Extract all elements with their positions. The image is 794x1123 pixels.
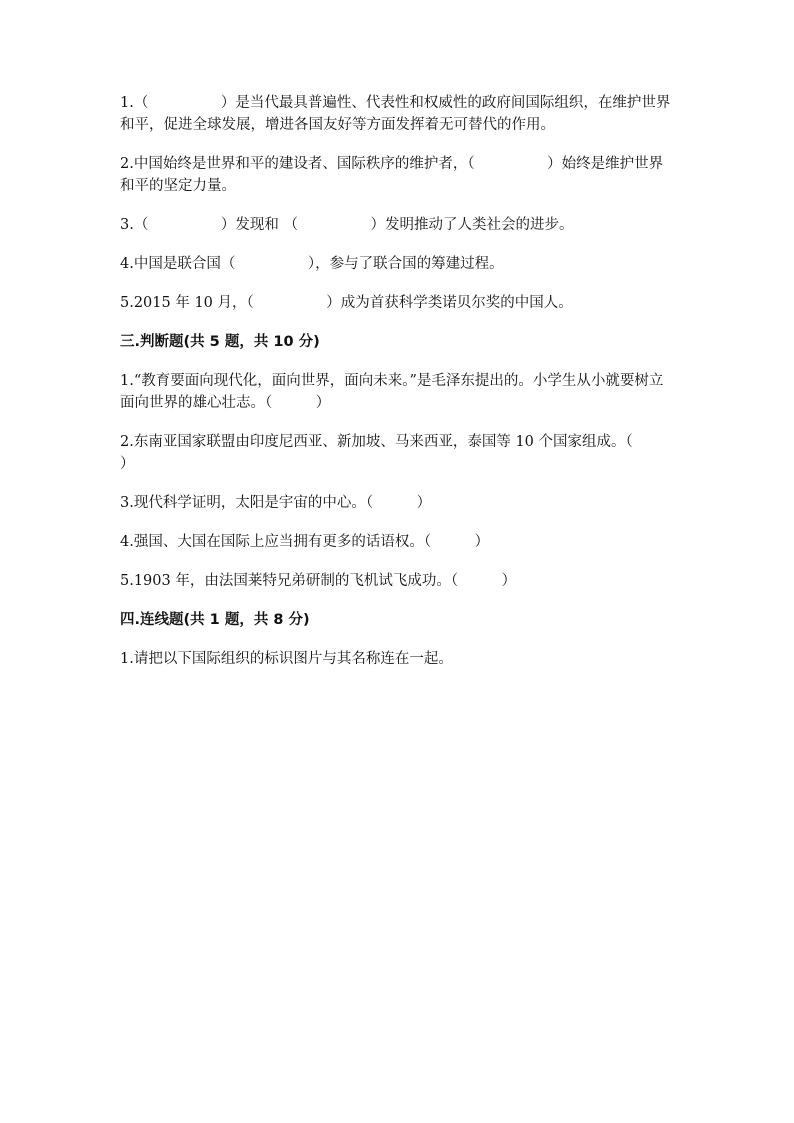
true-false-question-5: 5.1903 年，由法国莱特兄弟研制的飞机试飞成功。（ ） — [120, 573, 517, 589]
fill-blank-question-5: 5.2015 年 10 月，（ ）成为首获科学类诺贝尔奖的中国人。 — [120, 295, 573, 311]
section-title-matching: 四.连线题(共 1 题，共 8 分) — [120, 612, 310, 628]
fill-blank-question-2: 2.中国始终是世界和平的建设者、国际秩序的维护者，（ ）始终是维护世界和平的坚定力量。 — [120, 156, 664, 194]
true-false-question-1: 1.“教育要面向现代化，面向世界，面向未来。”是毛泽东提出的。小学生从小就要树立面向世界的雄心壮志。（ ） — [120, 373, 664, 411]
fill-blank-question-1: 1.（ ）是当代最具普遍性、代表性和权威性的政府间国际组织，在维护世界和平，促进全球发展，增进各国友好等方面发挥着无可替代的作用。 — [120, 95, 671, 133]
true-false-question-4: 4.强国、大国在国际上应当拥有更多的话语权。（ ） — [120, 534, 490, 550]
true-false-question-3: 3.现代科学证明，太阳是宇宙的中心。（ ） — [120, 495, 432, 511]
matching-question-1: 1.请把以下国际组织的标识图片与其名称连在一起。 — [120, 651, 453, 667]
fill-blank-question-4: 4.中国是联合国（ ），参与了联合国的筹建过程。 — [120, 256, 504, 272]
true-false-question-2: 2.东南亚国家联盟由印度尼西亚、新加坡、马来西亚，泰国等 10 个国家组成。（ ） — [120, 434, 677, 472]
exam-page — [120, 92, 676, 687]
fill-blank-question-3: 3.（ ）发现和 （ ）发明推动了人类社会的进步。 — [120, 217, 574, 233]
section-title-true-false: 三.判断题(共 5 题，共 10 分) — [120, 334, 320, 350]
